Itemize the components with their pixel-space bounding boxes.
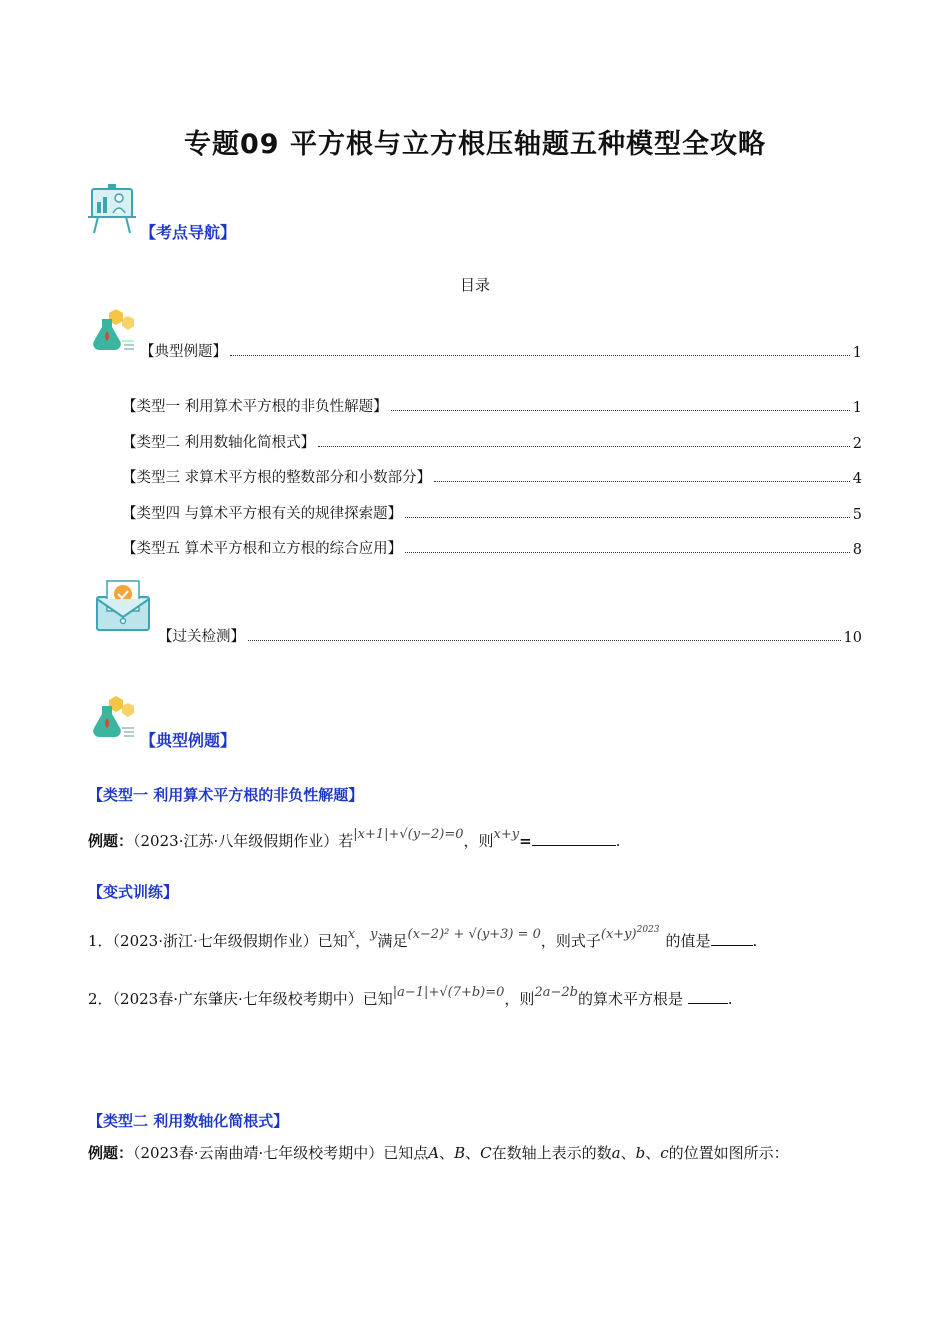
example-expression: x+y: [493, 827, 520, 842]
var-x: x: [347, 927, 356, 942]
flask-honeycomb-icon: [88, 307, 136, 355]
var-b: b: [635, 1144, 646, 1162]
example-label: 例题：: [88, 1144, 134, 1162]
separator: ，: [355, 932, 371, 950]
presentation-board-icon: [88, 183, 138, 235]
var-c: c: [660, 1144, 669, 1162]
answer-blank[interactable]: [532, 831, 616, 846]
toc-item-type2[interactable]: [122, 432, 862, 452]
section-header: 【典型例题】: [140, 731, 237, 750]
example-text: 的位置如图所示：: [668, 1144, 789, 1162]
example-label: 例题：: [88, 832, 134, 850]
toc-item-label: 【过关检测】: [158, 629, 245, 645]
toc-heading: 目录: [459, 276, 490, 294]
flask-honeycomb-icon: [88, 694, 136, 742]
question-text: 的值是: [665, 932, 711, 950]
toc-page-number: 10: [843, 630, 862, 646]
type1-header: 【类型一 利用算术平方根的非负性解题】: [88, 786, 364, 804]
toc-item-label: 【类型五 算术平方根和立方根的综合应用】: [122, 541, 403, 557]
question-tail: .: [752, 932, 758, 950]
question-source: （2023春·广东肇庆·七年级校考期中）已知: [112, 990, 393, 1008]
example-equation: |x+1|+√(y−2)=0: [353, 827, 464, 842]
toc-item-type3[interactable]: [122, 467, 862, 487]
example-source: （2023·江苏·八年级假期作业）若: [133, 832, 354, 850]
toc-leader: [248, 640, 841, 641]
toc-leader: [318, 446, 850, 447]
point-c: C: [480, 1144, 492, 1162]
separator: 、: [465, 1144, 481, 1162]
answer-blank[interactable]: [711, 931, 753, 946]
toc-item-main[interactable]: [140, 341, 862, 361]
toc-page-number: 5: [852, 507, 862, 523]
question-text: ，则式子: [540, 932, 601, 950]
var-y: y: [370, 927, 378, 942]
question-2: [88, 985, 733, 1012]
question-tail: .: [727, 990, 733, 1008]
toc-page-number: 8: [852, 542, 862, 558]
toc-page-number: 2: [852, 436, 862, 452]
example-text: 在数轴上表示的数: [491, 1144, 612, 1162]
point-b: B: [454, 1144, 466, 1162]
question-text: 满足: [377, 932, 408, 950]
toc-page-number: 1: [852, 400, 862, 416]
type2-example: [88, 1142, 789, 1164]
question-source: （2023·浙江·七年级假期作业）已知: [112, 932, 348, 950]
toc-item-label: 【类型二 利用数轴化简根式】: [122, 435, 316, 451]
type2-header: 【类型二 利用数轴化简根式】: [88, 1112, 289, 1130]
toc-item-type5[interactable]: [122, 538, 862, 558]
toc-leader: [391, 410, 850, 411]
question-number: 2．: [88, 990, 113, 1008]
toc-leader: [434, 481, 850, 482]
question-equation: |a−1|+√(7+b)=0: [392, 985, 505, 1000]
question-text: ，则: [504, 990, 535, 1008]
question-equation: (x−2)² + √(y+3) = 0: [407, 927, 541, 942]
toc-leader: [405, 517, 850, 518]
point-a: A: [428, 1144, 440, 1162]
separator: 、: [620, 1144, 636, 1162]
envelope-check-icon: [94, 577, 152, 633]
toc-item-label: 【典型例题】: [140, 344, 227, 360]
toc-page-number: 4: [852, 471, 862, 487]
example-text: （2023春·云南曲靖·七年级校考期中）已知点: [133, 1144, 429, 1162]
example-tail: .: [615, 832, 621, 850]
page-title: 专题09 平方根与立方根压轴题五种模型全攻略: [184, 129, 766, 160]
question-number: 1．: [88, 932, 113, 950]
question-text: 的算术平方根是: [577, 990, 688, 1008]
nav-header: 【考点导航】: [140, 223, 237, 242]
type1-example: [88, 827, 621, 854]
toc-item-label: 【类型四 与算术平方根有关的规律探索题】: [122, 506, 403, 522]
question-expression: 2a−2b: [534, 985, 578, 1000]
toc-item-type1[interactable]: [122, 396, 862, 416]
separator: 、: [645, 1144, 661, 1162]
toc-item-label: 【类型三 求算术平方根的整数部分和小数部分】: [122, 470, 432, 486]
question-expression: (x+y): [600, 927, 637, 942]
question-exponent: 2023: [636, 925, 660, 935]
example-mid: ，则: [463, 832, 494, 850]
toc-leader: [405, 552, 850, 553]
toc-item-type4[interactable]: [122, 503, 862, 523]
toc-leader: [230, 355, 850, 356]
toc-item-check[interactable]: [158, 626, 862, 646]
var-a: a: [611, 1144, 621, 1162]
toc-item-label: 【类型一 利用算术平方根的非负性解题】: [122, 399, 388, 415]
separator: 、: [439, 1144, 455, 1162]
example-equals: =: [519, 832, 532, 850]
toc-page-number: 1: [852, 345, 862, 361]
variant-header: 【变式训练】: [88, 883, 179, 901]
answer-blank[interactable]: [688, 989, 728, 1004]
question-1: [88, 927, 757, 954]
